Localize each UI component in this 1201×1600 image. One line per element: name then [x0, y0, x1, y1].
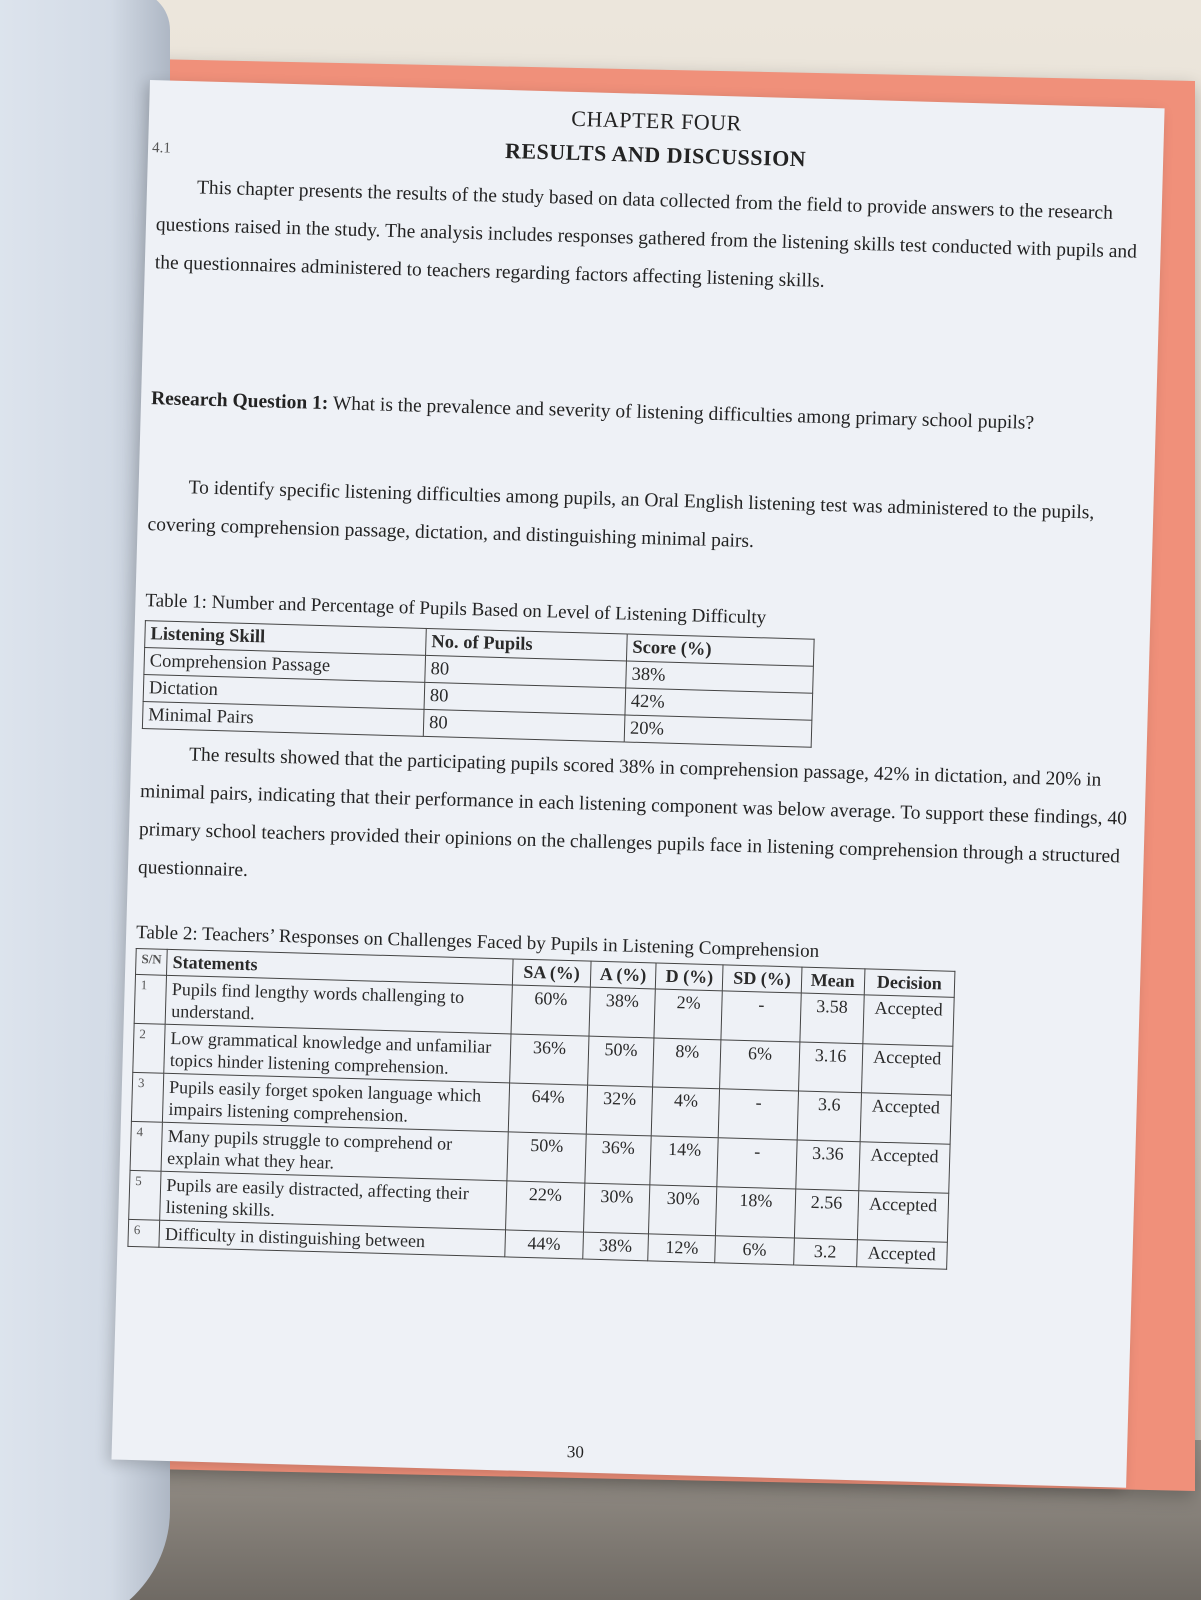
- table-cell: -: [717, 1138, 797, 1189]
- table1-caption-text: Number and Percentage of Pupils Based on Level of Listening Difficulty: [211, 591, 767, 629]
- table-cell: 36%: [510, 1034, 589, 1085]
- table-cell: 3.36: [795, 1140, 859, 1191]
- table-cell: 4%: [652, 1087, 720, 1138]
- table-cell: 3.6: [797, 1091, 861, 1142]
- table-cell: Accepted: [856, 1240, 947, 1270]
- table-cell: 38%: [582, 1232, 649, 1261]
- table-cell: Minimal Pairs: [142, 702, 424, 737]
- chapter-title: RESULTS AND DISCUSSION: [504, 137, 807, 172]
- table-cell: Many pupils struggle to comprehend or explain what they hear.: [161, 1122, 508, 1181]
- table-cell: 8%: [653, 1038, 721, 1089]
- table2-label: Table 2:: [135, 921, 198, 945]
- intro-paragraph: This chapter presents the results of the study based on data collected from the field to provide answers to the research questions raised in the study. The analysis includes responses gathered from the listening skills test conducted with pupils and the questionnaires administered to teachers regarding factors affecting listening skills.: [154, 177, 1138, 292]
- research-question: [151, 380, 1142, 446]
- table-listening-difficulty: [142, 620, 815, 748]
- results-paragraph: The results showed that the participating pupils scored 38% in comprehension passage, 42% in dictation, and 20% in minimal pairs, indicating that their performance in each listening component was below average. To support these findings, 40 primary school teachers provided their opinions on the challenges pupils face in listening comprehension through a structured questionnaire.: [137, 744, 1128, 882]
- test-paragraph: To identify specific listening difficulties among pupils, an Oral English listening test was administered to the pupils, covering comprehension passage, dictation, and distinguishing minimal pairs.: [147, 477, 1095, 553]
- table-cell: 4: [130, 1121, 163, 1171]
- table-cell: Pupils are easily distracted, affecting their listening skills.: [160, 1171, 507, 1230]
- table-cell: 42%: [625, 688, 813, 720]
- table-cell: 3.2: [793, 1238, 857, 1267]
- table-cell: Low grammatical knowledge and unfamiliar topics hinder listening comprehension.: [164, 1024, 511, 1083]
- table-cell: 80: [425, 655, 627, 688]
- table-cell: 3.16: [798, 1042, 862, 1093]
- table-cell: 14%: [650, 1136, 718, 1187]
- table-cell: 22%: [506, 1181, 585, 1232]
- table-cell: -: [718, 1089, 798, 1140]
- table-cell: 3.58: [800, 993, 864, 1044]
- table-cell: Pupils find lengthy words challenging to understand.: [165, 975, 512, 1034]
- table-cell: -: [721, 991, 801, 1042]
- table-cell: Dictation: [143, 675, 425, 710]
- table2-caption-text: Teachers’ Responses on Challenges Faced by Pupils in Listening Comprehension: [201, 923, 820, 963]
- table-cell: 12%: [648, 1234, 716, 1263]
- table-cell: 80: [424, 682, 626, 715]
- table-header-cell: No. of Pupils: [426, 628, 628, 661]
- table-cell: 6%: [720, 1040, 800, 1091]
- table-cell: 50%: [507, 1132, 586, 1183]
- table-header-cell: SD (%): [723, 965, 802, 993]
- table-cell: Comprehension Passage: [144, 648, 426, 683]
- table-cell: 30%: [583, 1183, 650, 1234]
- table-cell: Difficulty in distinguishing between: [159, 1220, 506, 1257]
- table-teacher-responses: [127, 948, 955, 1270]
- research-question-label: Research Question 1:: [150, 388, 329, 415]
- table-cell: 2.56: [794, 1189, 858, 1240]
- table-header-cell: Decision: [864, 969, 955, 998]
- table-cell: 36%: [584, 1134, 651, 1185]
- table-header-cell: SA (%): [513, 959, 591, 987]
- table-header-cell: D (%): [656, 963, 724, 991]
- table-cell: Accepted: [862, 995, 954, 1047]
- table-cell: 50%: [587, 1036, 654, 1087]
- document-page: [111, 80, 1164, 1488]
- table-cell: 64%: [509, 1083, 588, 1134]
- table-cell: 38%: [588, 987, 655, 1038]
- table-cell: 2%: [654, 989, 722, 1040]
- table-cell: 44%: [505, 1230, 583, 1259]
- table-cell: 60%: [511, 985, 590, 1036]
- table1-label: Table 1:: [145, 590, 208, 613]
- table-header-cell: Mean: [801, 967, 865, 995]
- table-cell: 5: [129, 1170, 162, 1220]
- table-header-cell: Score (%): [626, 634, 814, 666]
- table-cell: Accepted: [861, 1044, 953, 1096]
- table-cell: 32%: [586, 1085, 653, 1136]
- table-cell: 6%: [715, 1236, 794, 1265]
- table-cell: 30%: [649, 1185, 717, 1236]
- section-number: 4.1: [151, 140, 172, 157]
- table-cell: 38%: [626, 661, 814, 693]
- table-cell: 18%: [716, 1187, 796, 1238]
- table-header-cell: Listening Skill: [145, 621, 427, 656]
- table-cell: 1: [134, 974, 167, 1024]
- table-header-cell: A (%): [590, 961, 656, 989]
- table-cell: 3: [131, 1072, 164, 1122]
- table-cell: 6: [128, 1219, 160, 1247]
- research-question-text: What is the prevalence and severity of listening difficulties among primary school pupils?: [332, 393, 1035, 434]
- table-cell: 80: [423, 709, 625, 742]
- table-header-cell: Statements: [167, 949, 514, 985]
- table-cell: 20%: [624, 715, 812, 747]
- chapter-heading: CHAPTER FOUR: [571, 105, 743, 136]
- table-cell: 2: [133, 1023, 166, 1073]
- table-cell: Accepted: [858, 1142, 950, 1194]
- table-cell: Pupils easily forget spoken language which impairs listening comprehension.: [163, 1073, 510, 1132]
- page-number: 30: [566, 1442, 585, 1462]
- table-header-cell: S/N: [136, 948, 168, 975]
- table-cell: Accepted: [860, 1093, 952, 1145]
- table-cell: Accepted: [857, 1191, 949, 1243]
